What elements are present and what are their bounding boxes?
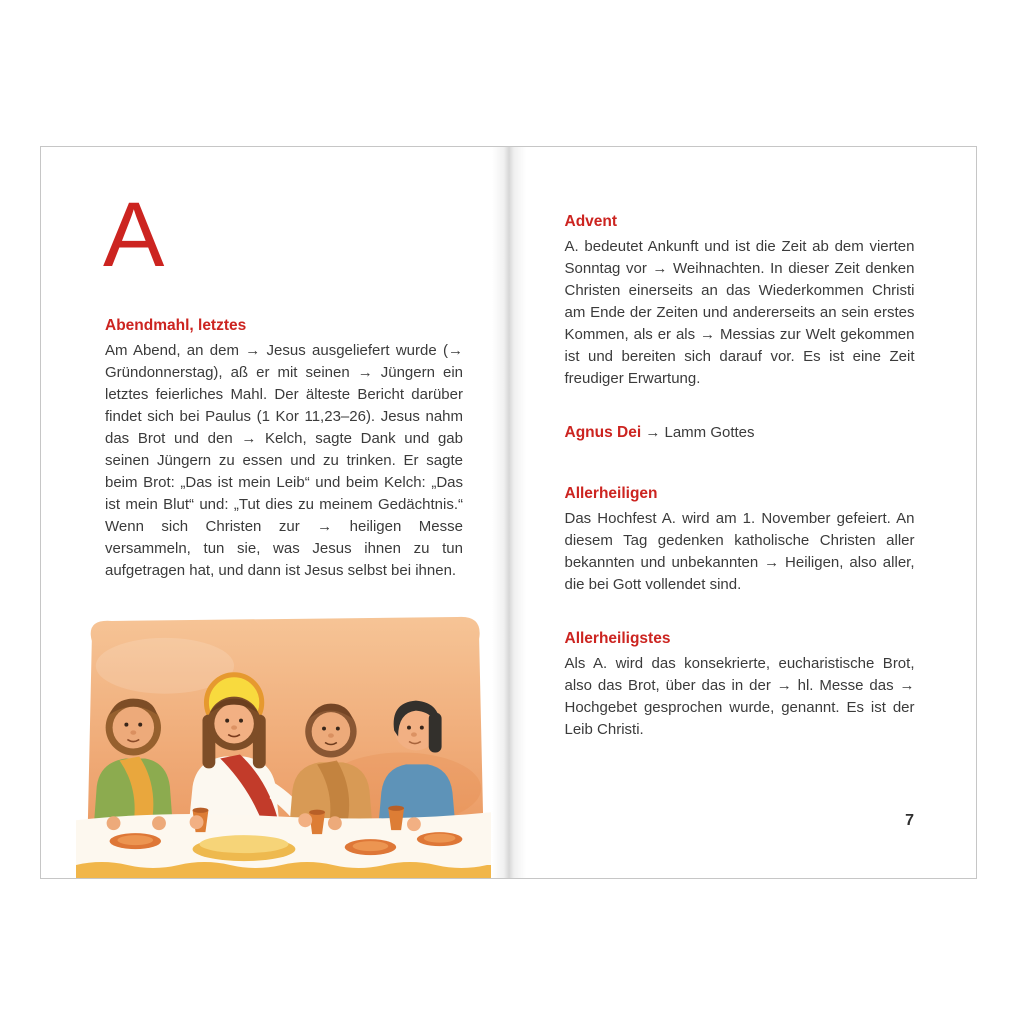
entry-body: Als A. wird das konsekrierte, eucharistische Brot, also das Brot, über das in der → hl. Messe das → Hochgebet gesprochen wurde, genannt. Es ist der Leib Christi. [564, 654, 915, 738]
entry-abendmahl [105, 315, 463, 582]
left-page [41, 147, 509, 878]
right-text-column [565, 211, 915, 773]
entry-heading: Agnus Dei [564, 424, 642, 442]
entry-agnus-dei [565, 422, 915, 445]
last-supper-drawing [76, 611, 491, 878]
section-letter: A [103, 184, 165, 286]
book-spread [40, 146, 977, 879]
entry-body: Das Hochfest A. wird am 1. November gefeiert. An diesem Tag gedenken katholische Christen aller bekannten und unbekannten → Heiligen, also aller, die bei Gott vollendet sind. [564, 509, 915, 593]
entry-heading: Allerheiligstes [564, 629, 671, 647]
entry-heading: Advent [564, 213, 618, 230]
entry-heading: Allerheiligen [564, 484, 658, 502]
entry-inline-line [565, 422, 915, 445]
entry-advent [565, 211, 915, 390]
page-number: 7 [905, 812, 914, 829]
entry-allerheiligstes [565, 628, 915, 741]
last-supper-illustration [76, 611, 491, 878]
entry-heading: Abendmahl, letztes [105, 317, 247, 334]
entry-cross-reference: → Lamm Gottes [645, 424, 755, 442]
left-text-column [105, 315, 463, 614]
right-page [509, 147, 977, 878]
entry-body: A. bedeutet Ankunft und ist die Zeit ab dem vierten Sonntag vor → Weihnachten. In dieser Zeit denken Christen einerseits an das Wiederkommen Christi am Ende der Zeiten und andererseits an sein erstes Kommen, als er als → Messias zur Welt gekommen ist und bereiten sich darauf vor. Es ist eine Zeit freudiger Erwartung. [564, 237, 915, 388]
entry-allerheiligen [565, 483, 915, 596]
entry-body: Am Abend, an dem → Jesus ausgeliefert wurde (→ Gründonnerstag), aß er mit seinen → Jüngern ein letztes feierliches Mahl. Der älteste Bericht darüber findet sich bei Paulus (1 Kor 11,23–26). Jesus nahm das Brot und den → Kelch, sagte Dank und gab seinen Jüngern zu essen und zu trinken. Er sagte beim Brot: „Das ist mein Leib“ und beim Kelch: „Das ist mein Blut“ und: „Tut dies zu meinem Gedächtnis.“ Wenn sich Christen zur → heiligen Messe versammeln, tun sie, was Jesus ihnen zu tun aufgetragen hat, und dann ist Jesus selbst bei ihnen. [105, 341, 463, 580]
